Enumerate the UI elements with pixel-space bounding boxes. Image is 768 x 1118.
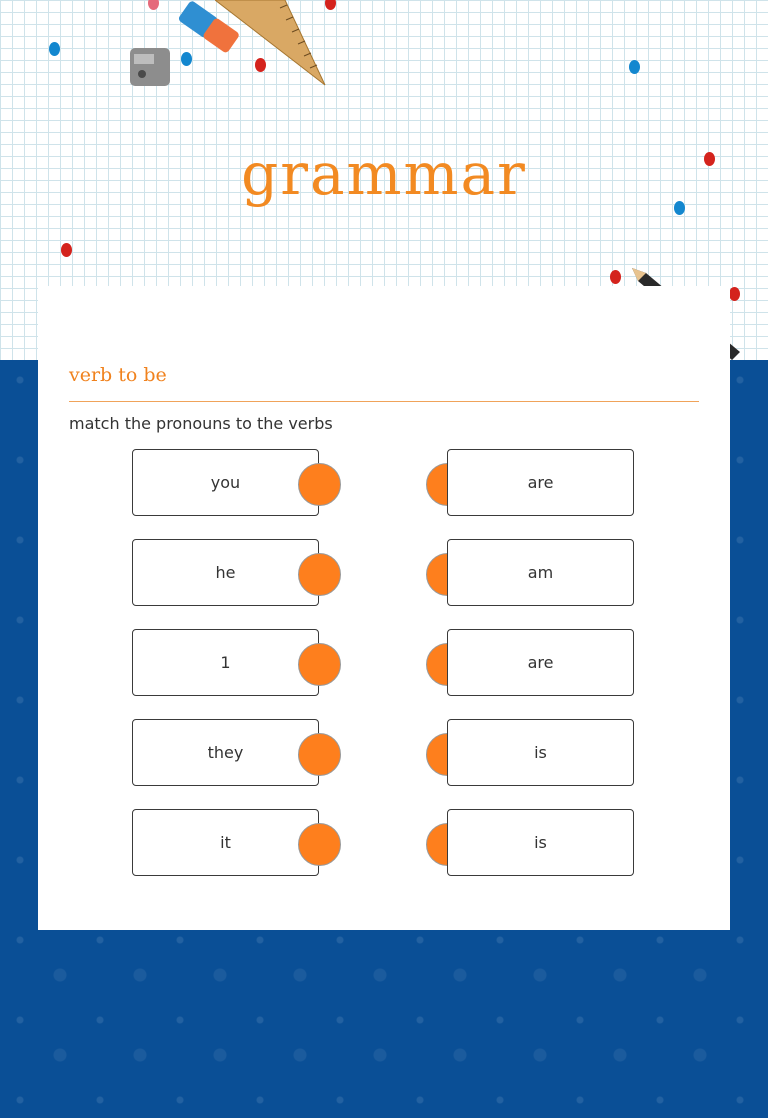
page-title: grammar: [241, 140, 527, 208]
verb-box-am: [447, 539, 634, 606]
section-title: verb to be: [69, 364, 167, 386]
verb-label: is: [534, 743, 547, 762]
decorative-dot: [629, 60, 640, 74]
verb-label: is: [534, 833, 547, 852]
pronoun-label: 1: [220, 653, 231, 672]
verb-label: am: [527, 563, 554, 582]
left-connector-icon[interactable]: [298, 463, 341, 506]
decorative-dot: [49, 42, 60, 56]
decorative-dot: [61, 243, 72, 257]
verb-label: are: [527, 653, 554, 672]
divider: [69, 401, 699, 402]
verb-box-are: [447, 629, 634, 696]
sharpener-icon: [128, 42, 174, 90]
verb-box-is: [447, 809, 634, 876]
eraser-icon: [170, 0, 242, 62]
pronoun-box-he: [132, 539, 319, 606]
pronoun-label: you: [210, 473, 241, 492]
pronoun-box-they: [132, 719, 319, 786]
instruction-text: match the pronouns to the verbs: [69, 414, 333, 433]
decorative-dot: [255, 58, 266, 72]
decorative-dot: [181, 52, 192, 66]
pronoun-label: it: [220, 833, 231, 852]
left-connector-icon[interactable]: [298, 643, 341, 686]
pronoun-box-it: [132, 809, 319, 876]
left-connector-icon[interactable]: [298, 823, 341, 866]
verb-label: are: [527, 473, 554, 492]
pronoun-box-you: [132, 449, 319, 516]
pronoun-label: they: [207, 743, 244, 762]
decorative-dot: [729, 287, 740, 301]
pronoun-box-1: [132, 629, 319, 696]
decorative-dot: [610, 270, 621, 284]
verb-box-are: [447, 449, 634, 516]
pronoun-label: he: [215, 563, 236, 582]
left-connector-icon[interactable]: [298, 553, 341, 596]
worksheet-card: [38, 286, 730, 930]
verb-box-is: [447, 719, 634, 786]
left-connector-icon[interactable]: [298, 733, 341, 776]
